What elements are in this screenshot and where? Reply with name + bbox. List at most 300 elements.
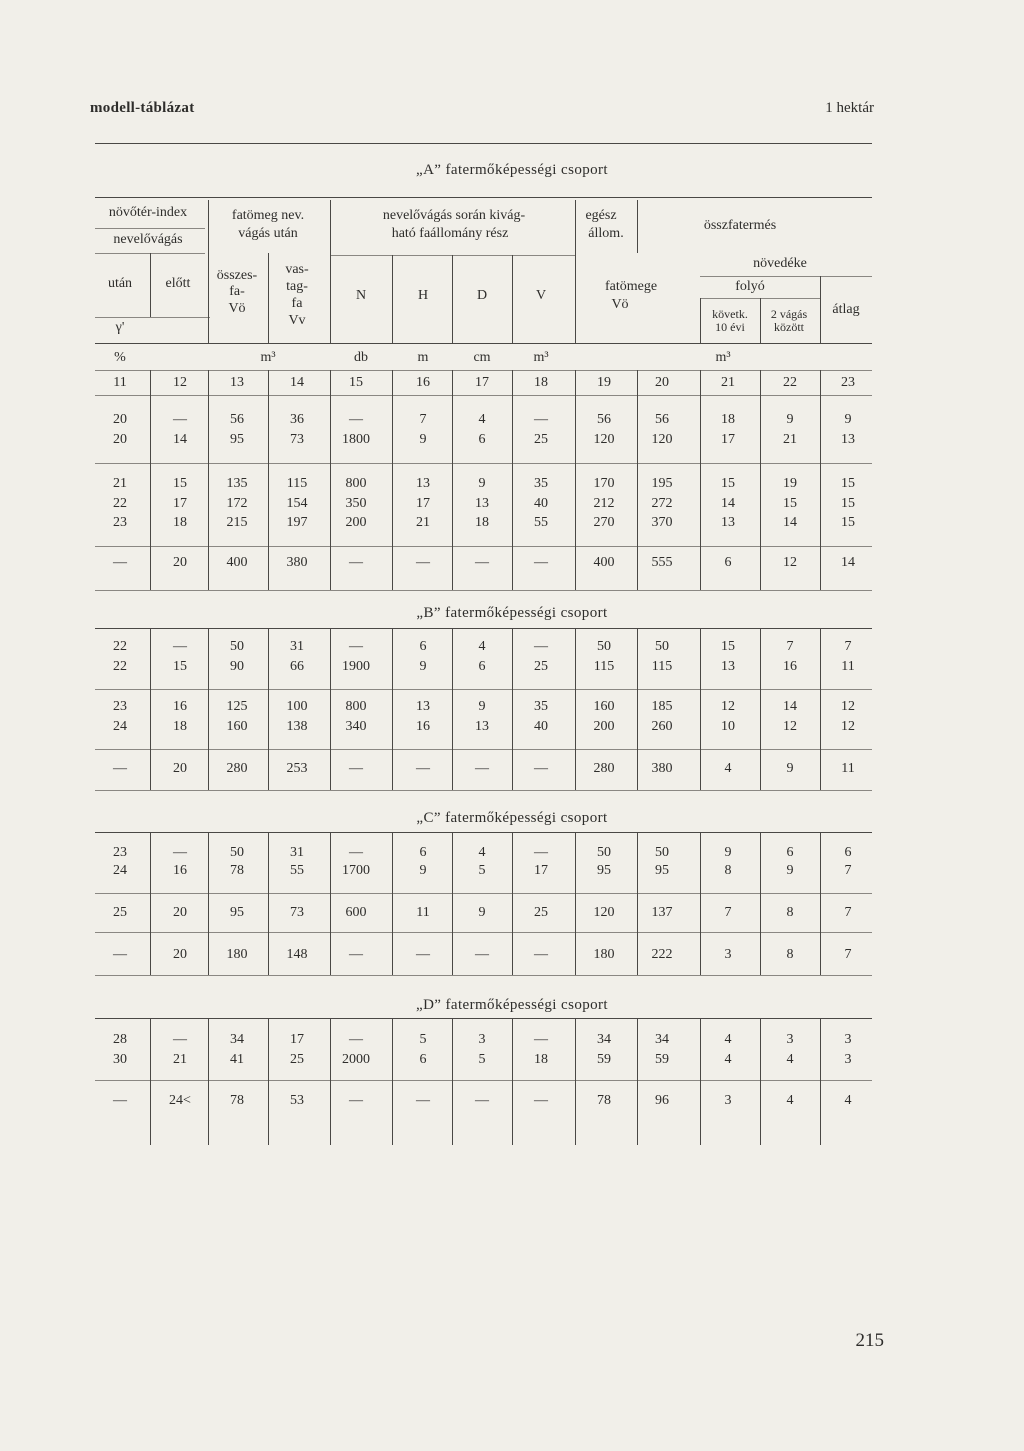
table-cell: 96 bbox=[655, 1093, 669, 1108]
table-cell: 21 bbox=[173, 1052, 187, 1067]
table-cell: 10 bbox=[721, 719, 735, 734]
table-cell: 4 bbox=[724, 1052, 732, 1067]
column-divider bbox=[452, 370, 453, 395]
column-divider bbox=[208, 395, 209, 590]
column-number: 22 bbox=[783, 375, 797, 390]
column-divider bbox=[575, 628, 576, 790]
column-divider bbox=[150, 628, 151, 790]
column-divider bbox=[700, 395, 701, 590]
table-cell: — bbox=[534, 555, 548, 570]
table-cell: — bbox=[173, 639, 187, 654]
table-cell: — bbox=[349, 555, 363, 570]
table-cell: 53 bbox=[290, 1093, 304, 1108]
col-head-eg-b: állom. bbox=[588, 226, 624, 241]
table-cell: 34 bbox=[230, 1032, 244, 1047]
col-head-eg-a: egész bbox=[585, 208, 617, 223]
column-divider bbox=[512, 255, 513, 343]
table-cell: 9 bbox=[724, 845, 732, 860]
column-divider bbox=[700, 370, 701, 395]
col-head-folyo: folyó bbox=[735, 279, 765, 294]
table-cell: 21 bbox=[416, 515, 430, 530]
table-cell: 4 bbox=[478, 845, 486, 860]
table-cell: 9 bbox=[786, 412, 794, 427]
table-cell: 30 bbox=[113, 1052, 127, 1067]
table-cell: 3 bbox=[478, 1032, 486, 1047]
table-cell: — bbox=[349, 639, 363, 654]
table-cell: 9 bbox=[478, 699, 486, 714]
col-head-d: D bbox=[476, 288, 488, 303]
table-cell: 55 bbox=[290, 863, 304, 878]
column-divider bbox=[512, 1018, 513, 1145]
table-cell: 5 bbox=[478, 1052, 486, 1067]
column-divider bbox=[452, 832, 453, 975]
table-cell: 66 bbox=[290, 659, 304, 674]
table-cell: 6 bbox=[786, 845, 794, 860]
col-head-ft-unit: m³ bbox=[260, 350, 276, 365]
table-cell: 95 bbox=[597, 863, 611, 878]
table-cell: 5 bbox=[478, 863, 486, 878]
table-cell: 15 bbox=[841, 476, 855, 491]
column-divider bbox=[700, 628, 701, 790]
table-cell: 25 bbox=[534, 905, 548, 920]
col-head-vas-3: fa bbox=[291, 296, 303, 311]
table-cell: 135 bbox=[226, 476, 248, 491]
table-cell: 20 bbox=[173, 555, 187, 570]
table-cell: — bbox=[534, 1032, 548, 1047]
column-divider bbox=[700, 298, 701, 343]
table-cell: 400 bbox=[226, 555, 248, 570]
col-head-eg-c: fatömege bbox=[604, 279, 658, 294]
column-divider bbox=[208, 200, 209, 343]
column-divider bbox=[268, 628, 269, 790]
column-divider bbox=[637, 628, 638, 790]
table-cell: 115 bbox=[651, 659, 673, 674]
table-cell: — bbox=[534, 639, 548, 654]
col-head-vag-b: között bbox=[774, 320, 804, 334]
column-divider bbox=[392, 1018, 393, 1145]
table-cell: 5 bbox=[419, 1032, 427, 1047]
column-divider bbox=[150, 370, 151, 395]
table-cell: — bbox=[416, 1093, 430, 1108]
table-cell: 23 bbox=[113, 699, 127, 714]
col-head-nti-elott: előtt bbox=[165, 276, 191, 291]
table-cell: 9 bbox=[419, 432, 427, 447]
table-cell: 6 bbox=[419, 639, 427, 654]
table-cell: 137 bbox=[651, 905, 673, 920]
table-cell: 1900 bbox=[342, 659, 370, 674]
table-cell: 95 bbox=[230, 905, 244, 920]
table-cell: — bbox=[113, 947, 127, 962]
table-cell: 13 bbox=[721, 515, 735, 530]
col-head-u-m: m bbox=[417, 350, 429, 365]
table-cell: 17 bbox=[534, 863, 548, 878]
column-divider bbox=[208, 370, 209, 395]
row-separator bbox=[95, 1080, 872, 1081]
table-cell: 7 bbox=[844, 863, 852, 878]
group-title-rule bbox=[95, 832, 872, 833]
table-cell: 4 bbox=[478, 639, 486, 654]
table-cell: 16 bbox=[173, 699, 187, 714]
table-cell: 9 bbox=[844, 412, 852, 427]
column-divider bbox=[392, 370, 393, 395]
column-divider bbox=[820, 370, 821, 395]
col-head-nv-b: ható faállomány rész bbox=[391, 226, 509, 241]
column-divider bbox=[512, 832, 513, 975]
table-cell: 59 bbox=[597, 1052, 611, 1067]
table-cell: 4 bbox=[786, 1093, 794, 1108]
table-cell: 14 bbox=[173, 432, 187, 447]
table-cell: — bbox=[534, 761, 548, 776]
column-number: 11 bbox=[113, 375, 127, 390]
table-cell: 4 bbox=[786, 1052, 794, 1067]
column-divider bbox=[452, 628, 453, 790]
table-cell: — bbox=[349, 845, 363, 860]
table-cell: 20 bbox=[113, 432, 127, 447]
table-cell: 12 bbox=[841, 699, 855, 714]
table-cell: 212 bbox=[593, 496, 615, 511]
table-cell: — bbox=[475, 761, 489, 776]
column-number: 15 bbox=[349, 375, 363, 390]
table-cell: 12 bbox=[783, 719, 797, 734]
table-cell: 6 bbox=[478, 432, 486, 447]
table-cell: 20 bbox=[113, 412, 127, 427]
column-divider bbox=[575, 395, 576, 590]
column-divider bbox=[150, 253, 151, 317]
column-divider bbox=[208, 832, 209, 975]
table-cell: — bbox=[113, 555, 127, 570]
table-cell: 50 bbox=[597, 639, 611, 654]
table-cell: 18 bbox=[721, 412, 735, 427]
column-divider bbox=[330, 200, 331, 343]
table-cell: 95 bbox=[230, 432, 244, 447]
header-sub-rule bbox=[700, 276, 872, 277]
table-cell: — bbox=[349, 412, 363, 427]
table-cell: 6 bbox=[724, 555, 732, 570]
table-cell: 9 bbox=[478, 476, 486, 491]
col-head-osszes-1: összes- bbox=[216, 268, 258, 283]
column-divider bbox=[512, 628, 513, 790]
column-number: 18 bbox=[534, 375, 548, 390]
table-cell: 18 bbox=[534, 1052, 548, 1067]
column-divider bbox=[452, 395, 453, 590]
column-divider bbox=[330, 628, 331, 790]
table-cell: 370 bbox=[651, 515, 673, 530]
table-cell: 18 bbox=[475, 515, 489, 530]
col-head-nti-b: nevelővágás bbox=[113, 232, 183, 247]
table-cell: 21 bbox=[783, 432, 797, 447]
col-head-vas-1: vas- bbox=[285, 262, 309, 277]
table-cell: 270 bbox=[593, 515, 615, 530]
table-cell: 25 bbox=[534, 659, 548, 674]
table-cell: 50 bbox=[655, 845, 669, 860]
column-divider bbox=[760, 1018, 761, 1145]
group-end-rule bbox=[95, 790, 872, 791]
table-cell: 13 bbox=[721, 659, 735, 674]
table-cell: 59 bbox=[655, 1052, 669, 1067]
table-cell: 160 bbox=[226, 719, 248, 734]
header-right: 1 hektár bbox=[825, 100, 874, 116]
table-cell: 22 bbox=[113, 639, 127, 654]
table-cell: 7 bbox=[844, 947, 852, 962]
table-cell: 23 bbox=[113, 845, 127, 860]
column-divider bbox=[392, 628, 393, 790]
row-separator bbox=[95, 893, 872, 894]
table-cell: 11 bbox=[416, 905, 430, 920]
table-cell: 12 bbox=[841, 719, 855, 734]
column-divider bbox=[208, 1018, 209, 1145]
column-number: 13 bbox=[230, 375, 244, 390]
table-cell: 17 bbox=[173, 496, 187, 511]
table-cell: 800 bbox=[345, 476, 367, 491]
table-cell: 55 bbox=[534, 515, 548, 530]
table-cell: 56 bbox=[597, 412, 611, 427]
table-cell: 17 bbox=[290, 1032, 304, 1047]
table-cell: 3 bbox=[724, 947, 732, 962]
column-divider bbox=[330, 832, 331, 975]
table-cell: 35 bbox=[534, 699, 548, 714]
row-separator bbox=[95, 749, 872, 750]
col-head-kov-a: követk. bbox=[712, 307, 748, 321]
table-cell: 13 bbox=[416, 476, 430, 491]
table-cell: 6 bbox=[478, 659, 486, 674]
table-cell: 280 bbox=[593, 761, 615, 776]
table-cell: 3 bbox=[844, 1052, 852, 1067]
table-cell: 4 bbox=[844, 1093, 852, 1108]
table-cell: 3 bbox=[786, 1032, 794, 1047]
col-head-ft-a: fatömeg nev. bbox=[231, 208, 305, 223]
col-head-vas-2: tag- bbox=[286, 279, 308, 294]
table-cell: 6 bbox=[419, 845, 427, 860]
column-divider bbox=[760, 298, 761, 343]
column-number: 21 bbox=[721, 375, 735, 390]
table-cell: 24 bbox=[113, 719, 127, 734]
table-cell: 280 bbox=[226, 761, 248, 776]
row-separator bbox=[95, 932, 872, 933]
col-head-ossz-unit: m³ bbox=[715, 350, 731, 365]
col-head-v: V bbox=[535, 288, 547, 303]
table-cell: 25 bbox=[534, 432, 548, 447]
table-cell: 1800 bbox=[342, 432, 370, 447]
column-divider bbox=[268, 370, 269, 395]
table-cell: 50 bbox=[655, 639, 669, 654]
group-title-d: „D” fatermőképességi csoport bbox=[416, 997, 608, 1013]
table-cell: 15 bbox=[841, 515, 855, 530]
col-head-eg-d: Vö bbox=[611, 297, 629, 312]
table-cell: 800 bbox=[345, 699, 367, 714]
table-cell: 40 bbox=[534, 496, 548, 511]
col-head-n: N bbox=[355, 288, 367, 303]
table-cell: 9 bbox=[478, 905, 486, 920]
column-number: 19 bbox=[597, 375, 611, 390]
table-cell: 120 bbox=[651, 432, 673, 447]
table-cell: 120 bbox=[593, 905, 615, 920]
table-cell: 16 bbox=[416, 719, 430, 734]
table-cell: 56 bbox=[230, 412, 244, 427]
column-divider bbox=[512, 370, 513, 395]
table-cell: 4 bbox=[478, 412, 486, 427]
col-head-atlag: átlag bbox=[832, 302, 860, 317]
table-cell: 3 bbox=[724, 1093, 732, 1108]
table-cell: 15 bbox=[173, 659, 187, 674]
column-divider bbox=[637, 832, 638, 975]
table-cell: 272 bbox=[651, 496, 673, 511]
column-number: 14 bbox=[290, 375, 304, 390]
column-divider bbox=[150, 395, 151, 590]
table-cell: 15 bbox=[841, 496, 855, 511]
row-separator bbox=[95, 546, 872, 547]
table-cell: 41 bbox=[230, 1052, 244, 1067]
column-divider bbox=[575, 200, 576, 343]
table-cell: 19 bbox=[783, 476, 797, 491]
table-cell: 555 bbox=[651, 555, 673, 570]
table-cell: 8 bbox=[786, 905, 794, 920]
column-divider bbox=[268, 395, 269, 590]
table-cell: 115 bbox=[593, 659, 615, 674]
group-title-a: „A” fatermőképességi csoport bbox=[416, 162, 608, 178]
table-cell: 3 bbox=[844, 1032, 852, 1047]
table-cell: — bbox=[173, 845, 187, 860]
table-cell: 25 bbox=[113, 905, 127, 920]
table-cell: — bbox=[113, 761, 127, 776]
table-cell: 17 bbox=[416, 496, 430, 511]
row-separator bbox=[95, 463, 872, 464]
table-cell: 12 bbox=[783, 555, 797, 570]
column-divider bbox=[760, 370, 761, 395]
table-cell: 11 bbox=[841, 659, 855, 674]
table-cell: — bbox=[113, 1093, 127, 1108]
table-cell: 154 bbox=[286, 496, 308, 511]
col-head-osszes-2: fa- bbox=[229, 284, 245, 299]
table-cell: 31 bbox=[290, 845, 304, 860]
table-cell: 8 bbox=[786, 947, 794, 962]
column-divider bbox=[268, 1018, 269, 1145]
table-cell: 200 bbox=[593, 719, 615, 734]
table-cell: 14 bbox=[841, 555, 855, 570]
group-end-rule bbox=[95, 975, 872, 976]
table-cell: 6 bbox=[844, 845, 852, 860]
table-cell: 195 bbox=[651, 476, 673, 491]
table-cell: 148 bbox=[286, 947, 308, 962]
header-sub-rule bbox=[95, 228, 205, 229]
column-divider bbox=[392, 832, 393, 975]
table-cell: 7 bbox=[724, 905, 732, 920]
table-cell: 8 bbox=[724, 863, 732, 878]
column-divider bbox=[392, 395, 393, 590]
table-cell: 35 bbox=[534, 476, 548, 491]
table-cell: — bbox=[349, 947, 363, 962]
column-number: 23 bbox=[841, 375, 855, 390]
col-head-u-cm: cm bbox=[473, 350, 491, 365]
table-cell: 20 bbox=[173, 905, 187, 920]
table-cell: 380 bbox=[286, 555, 308, 570]
table-cell: 222 bbox=[651, 947, 673, 962]
table-cell: 24< bbox=[169, 1093, 191, 1108]
group-title-b: „B” fatermőképességi csoport bbox=[416, 605, 608, 621]
table-cell: — bbox=[349, 761, 363, 776]
table-cell: 14 bbox=[783, 699, 797, 714]
table-cell: — bbox=[416, 761, 430, 776]
table-cell: 73 bbox=[290, 905, 304, 920]
table-cell: 9 bbox=[419, 659, 427, 674]
table-cell: 40 bbox=[534, 719, 548, 734]
group-end-rule bbox=[95, 590, 872, 591]
table-cell: — bbox=[534, 947, 548, 962]
table-cell: 7 bbox=[844, 639, 852, 654]
table-cell: — bbox=[475, 947, 489, 962]
column-number: 17 bbox=[475, 375, 489, 390]
table-cell: 25 bbox=[290, 1052, 304, 1067]
colnum-rule bbox=[95, 370, 872, 371]
table-cell: 20 bbox=[173, 947, 187, 962]
table-cell: — bbox=[534, 1093, 548, 1108]
table-cell: 21 bbox=[113, 476, 127, 491]
table-cell: 1700 bbox=[342, 863, 370, 878]
table-cell: 16 bbox=[173, 863, 187, 878]
table-cell: 2000 bbox=[342, 1052, 370, 1067]
row-separator bbox=[95, 689, 872, 690]
column-divider bbox=[575, 832, 576, 975]
column-divider bbox=[760, 628, 761, 790]
col-head-h: H bbox=[417, 288, 429, 303]
table-cell: 200 bbox=[345, 515, 367, 530]
column-divider bbox=[268, 253, 269, 343]
table-cell: 78 bbox=[230, 863, 244, 878]
column-divider bbox=[637, 1018, 638, 1145]
table-cell: 14 bbox=[721, 496, 735, 511]
column-divider bbox=[760, 832, 761, 975]
table-cell: 13 bbox=[475, 719, 489, 734]
table-cell: 120 bbox=[593, 432, 615, 447]
table-cell: 50 bbox=[230, 639, 244, 654]
table-cell: 600 bbox=[345, 905, 367, 920]
table-cell: 34 bbox=[655, 1032, 669, 1047]
page-number: 215 bbox=[855, 1330, 884, 1351]
table-cell: — bbox=[416, 555, 430, 570]
table-cell: — bbox=[475, 555, 489, 570]
table-cell: 20 bbox=[173, 761, 187, 776]
table-cell: 22 bbox=[113, 496, 127, 511]
table-cell: 17 bbox=[721, 432, 735, 447]
column-divider bbox=[452, 1018, 453, 1145]
column-divider bbox=[700, 832, 701, 975]
table-cell: — bbox=[534, 845, 548, 860]
table-cell: 15 bbox=[721, 639, 735, 654]
table-cell: 115 bbox=[286, 476, 308, 491]
header-sub-rule bbox=[95, 317, 210, 318]
top-rule bbox=[95, 143, 872, 144]
table-cell: 125 bbox=[226, 699, 248, 714]
table-cell: 31 bbox=[290, 639, 304, 654]
column-divider bbox=[452, 255, 453, 343]
column-divider bbox=[637, 370, 638, 395]
table-cell: 9 bbox=[786, 863, 794, 878]
table-cell: 380 bbox=[651, 761, 673, 776]
col-head-vas-4: Vv bbox=[288, 313, 306, 328]
col-head-u-m3: m³ bbox=[533, 350, 549, 365]
column-divider bbox=[268, 832, 269, 975]
header-top-rule bbox=[95, 197, 872, 198]
table-cell: 350 bbox=[345, 496, 367, 511]
table-cell: 15 bbox=[173, 476, 187, 491]
table-cell: 11 bbox=[841, 761, 855, 776]
column-divider bbox=[392, 255, 393, 343]
col-head-osszes-3: Vö bbox=[228, 301, 246, 316]
column-divider bbox=[820, 628, 821, 790]
col-head-vag-a: 2 vágás bbox=[770, 307, 808, 321]
col-head-nti-a: növőtér-index bbox=[108, 205, 188, 220]
column-divider bbox=[820, 395, 821, 590]
table-cell: — bbox=[173, 1032, 187, 1047]
